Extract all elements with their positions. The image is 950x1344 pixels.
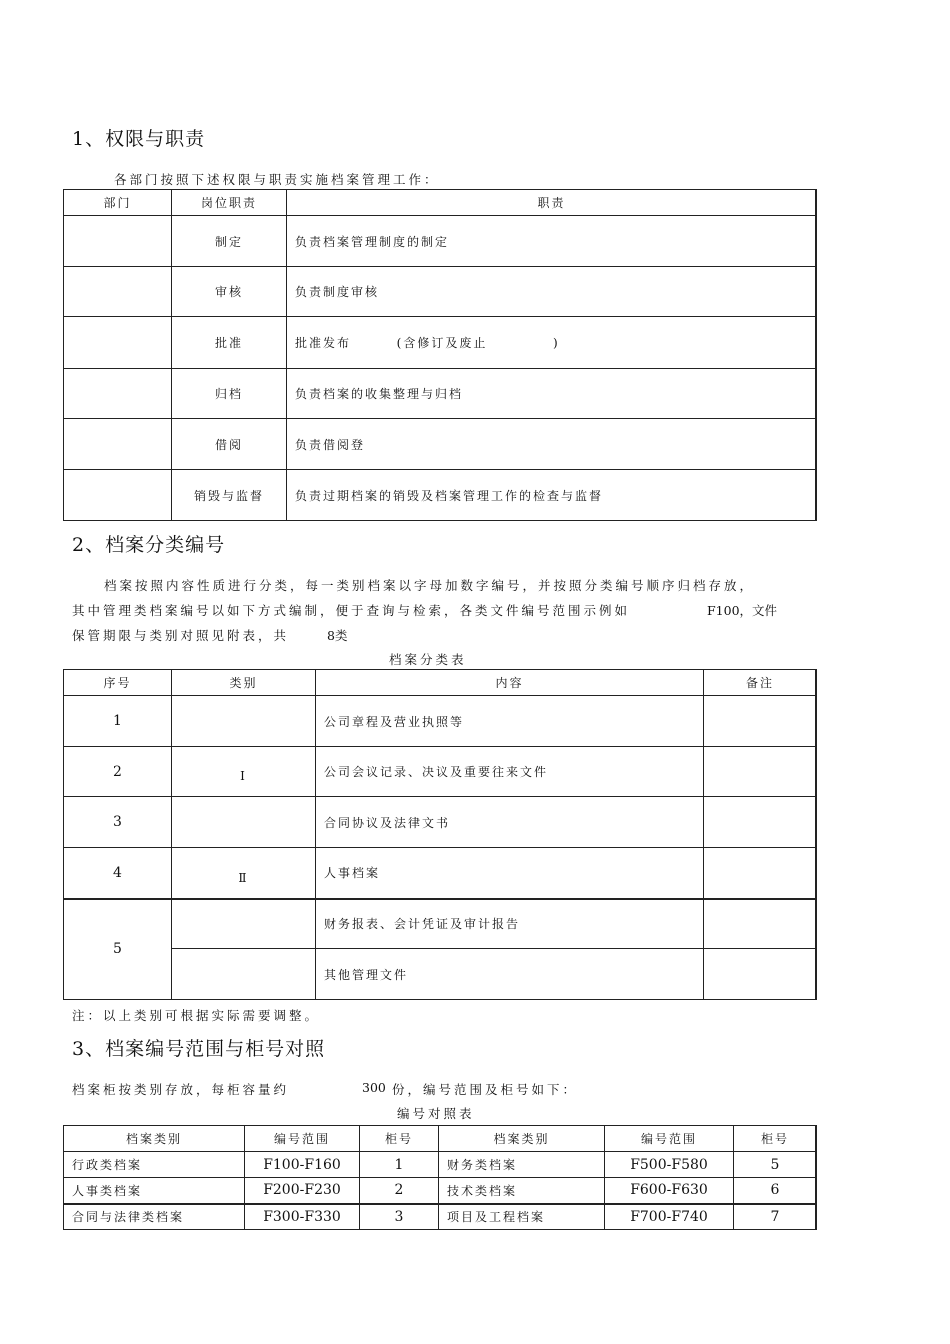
header-range-a: 编号范围 (245, 1126, 360, 1152)
content-cell: 公司章程及营业执照等 (316, 696, 704, 747)
table-row (64, 899, 817, 949)
table-row (64, 267, 817, 317)
dept-cell (64, 216, 172, 267)
table-row (64, 369, 817, 419)
section2-para-line1: 档案按照内容性质进行分类，每一类别档案以字母加数字编号，并按照分类编号顺序归档存放， (104, 578, 756, 593)
cabinet-cell: 3 (360, 1204, 439, 1230)
dept-cell (64, 369, 172, 419)
responsibility-table (63, 189, 817, 521)
section2-para-count: 8类 (327, 628, 348, 643)
table-row (64, 696, 817, 747)
note-cell (704, 696, 817, 747)
range-cell: F200-F230 (245, 1178, 360, 1204)
category-cell: Ⅰ (172, 747, 316, 797)
section3-para-num: 300 (362, 1080, 386, 1095)
duty-extra: (含修订及废止 (396, 336, 488, 350)
note-cell (704, 747, 817, 797)
dept-cell (64, 317, 172, 369)
category-cell (172, 797, 316, 848)
no-cell: 2 (64, 747, 172, 797)
section1-heading: 1、权限与职责 (72, 128, 206, 150)
code-table-caption: 编号对照表 (397, 1106, 475, 1121)
no-cell: 5 (64, 899, 172, 1000)
table-row (64, 949, 817, 1000)
table-row (64, 470, 817, 521)
category-cell: 项目及工程档案 (439, 1204, 605, 1230)
header-duty: 职责 (287, 190, 817, 216)
content-cell: 其他管理文件 (316, 949, 704, 1000)
duty-cell: 负责借阅登 (287, 419, 817, 470)
table-row (64, 1152, 817, 1178)
section2-heading: 2、档案分类编号 (72, 534, 226, 556)
role-cell: 借阅 (172, 419, 287, 470)
section2-para-line3: 保管期限与类别对照见附表，共 (72, 628, 290, 643)
section2-para-line2: 其中管理类档案编号以如下方式编制，便于查询与检索，各类文件编号范围示例如 (72, 603, 631, 618)
category-cell: 行政类档案 (64, 1152, 245, 1178)
no-cell: 1 (64, 696, 172, 747)
duty-close: ) (553, 336, 560, 350)
category-cell (172, 899, 316, 949)
classification-table-caption: 档案分类表 (389, 652, 467, 667)
content-cell: 财务报表、会计凭证及审计报告 (316, 899, 704, 949)
dept-cell (64, 470, 172, 521)
range-cell: F300-F330 (245, 1204, 360, 1230)
table-border (815, 669, 817, 1000)
table-row (64, 848, 817, 899)
section3-para-line1: 档案柜按类别存放，每柜容量约 (72, 1082, 290, 1097)
content-cell: 人事档案 (316, 848, 704, 899)
header-no: 序号 (64, 670, 172, 696)
note-cell (704, 848, 817, 899)
category-cell: 合同与法律类档案 (64, 1204, 245, 1230)
header-role: 岗位职责 (172, 190, 287, 216)
section3-para-line2: 份，编号范围及柜号如下： (392, 1082, 579, 1097)
section2-para-code: F100，文件 (707, 603, 778, 618)
header-cabinet-b: 柜号 (734, 1126, 817, 1152)
table-row (64, 216, 817, 267)
section3-heading: 3、档案编号范围与柜号对照 (72, 1038, 326, 1060)
no-cell: 4 (64, 848, 172, 899)
dept-cell (64, 267, 172, 317)
table-row (64, 317, 817, 369)
header-category-b: 档案类别 (439, 1126, 605, 1152)
category-cell (172, 696, 316, 747)
table-row (64, 797, 817, 848)
header-content: 内容 (316, 670, 704, 696)
category-cell (172, 949, 316, 1000)
classification-table (63, 669, 817, 1000)
duty-cell: 负责档案管理制度的制定 (287, 216, 817, 267)
cabinet-cell: 5 (734, 1152, 817, 1178)
dept-cell (64, 419, 172, 470)
duty-cell (287, 317, 817, 369)
content-cell: 公司会议记录、决议及重要往来文件 (316, 747, 704, 797)
note-cell (704, 949, 817, 1000)
category-cell: 人事类档案 (64, 1178, 245, 1204)
range-cell: F500-F580 (605, 1152, 734, 1178)
range-cell: F600-F630 (605, 1178, 734, 1204)
header-category-a: 档案类别 (64, 1126, 245, 1152)
header-note: 备注 (704, 670, 817, 696)
note-cell (704, 797, 817, 848)
range-cell: F100-F160 (245, 1152, 360, 1178)
code-range-table (63, 1125, 817, 1230)
category-cell: 财务类档案 (439, 1152, 605, 1178)
content-cell: 合同协议及法律文书 (316, 797, 704, 848)
section2-footnote: 注：以上类别可根据实际需要调整。 (72, 1008, 321, 1023)
header-dept: 部门 (64, 190, 172, 216)
header-range-b: 编号范围 (605, 1126, 734, 1152)
duty-cell: 负责制度审核 (287, 267, 817, 317)
table-row (64, 747, 817, 797)
role-cell: 销毁与监督 (172, 470, 287, 521)
table-border (815, 1125, 817, 1229)
note-cell (704, 899, 817, 949)
cabinet-cell: 2 (360, 1178, 439, 1204)
duty-text: 批准发布 (295, 336, 352, 350)
cabinet-cell: 7 (734, 1204, 817, 1230)
header-category: 类别 (172, 670, 316, 696)
role-cell: 审核 (172, 267, 287, 317)
role-cell: 归档 (172, 369, 287, 419)
no-cell: 3 (64, 797, 172, 848)
duty-cell: 负责过期档案的销毁及档案管理工作的检查与监督 (287, 470, 817, 521)
table-row (64, 1204, 817, 1230)
section1-intro: 各部门按照下述权限与职责实施档案管理工作： (114, 172, 440, 187)
duty-cell: 负责档案的收集整理与归档 (287, 369, 817, 419)
table-border (815, 189, 817, 521)
cabinet-cell: 1 (360, 1152, 439, 1178)
table-row (64, 419, 817, 470)
category-cell: Ⅱ (172, 848, 316, 899)
role-cell: 批准 (172, 317, 287, 369)
role-cell: 制定 (172, 216, 287, 267)
table-row (64, 1178, 817, 1204)
cabinet-cell: 6 (734, 1178, 817, 1204)
category-cell: 技术类档案 (439, 1178, 605, 1204)
range-cell: F700-F740 (605, 1204, 734, 1230)
header-cabinet-a: 柜号 (360, 1126, 439, 1152)
